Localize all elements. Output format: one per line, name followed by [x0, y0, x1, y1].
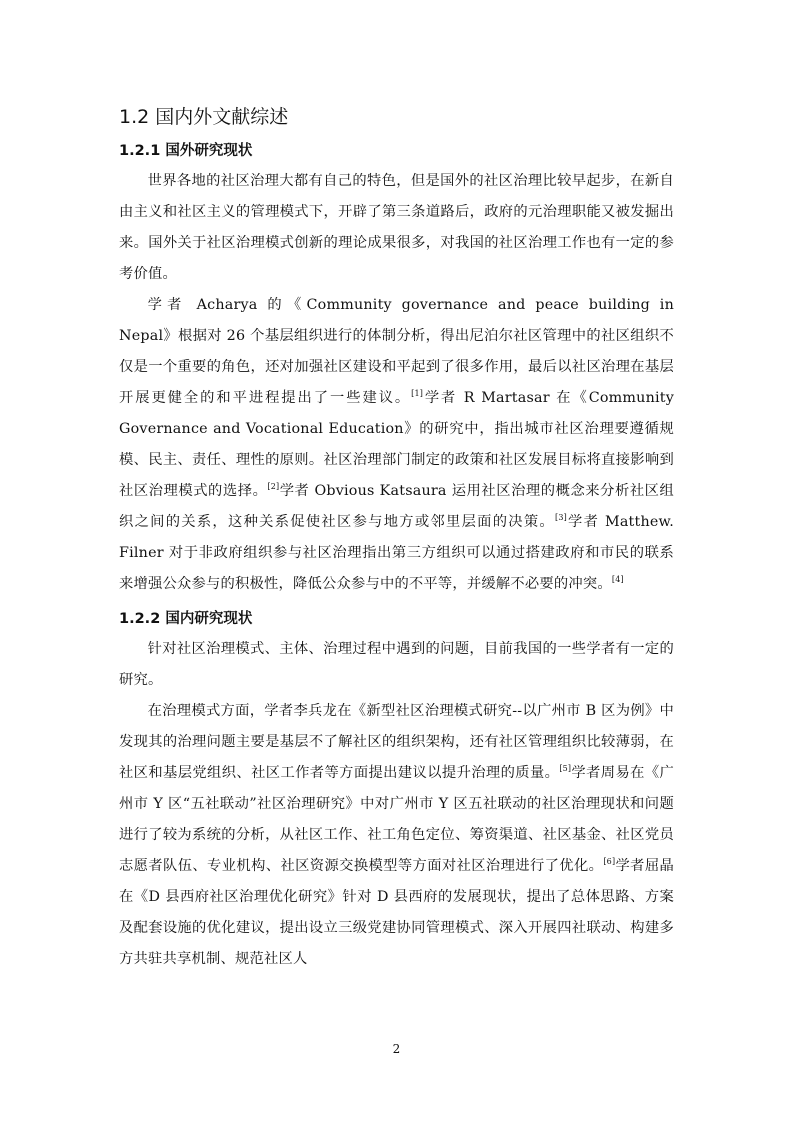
sentence: 学者 Matthew. Filner 对于非政府组织参与社区治理指出第三方组织可以通过搭建政府和市民的联系来增强公众参与的积极性，降低公众参与中的不平等，并缓解不必要的冲突。 [119, 514, 674, 592]
sentence: 学者 Obvious Katsaura 运用社区治理的概念来分析社区组织之间的关系，这种关系促使社区参与地方或邻里层面的决策。 [119, 483, 674, 530]
citation-ref: [6] [603, 857, 616, 866]
paragraph: 针对社区治理模式、主体、治理过程中遇到的问题，目前我国的一些学者有一定的研究。 [119, 641, 674, 688]
sentence: 学者 R Martasar 在《Community Governance and Vocational Education》的研究中，指出城市社区治理要遵循规模、民主、责任、理性的原则。社区治理部门制定的政策和社区发展目标将直接影响到社区治理模式的选择。 [119, 390, 674, 499]
section-title: 1.2 国内外文献综述 [119, 106, 289, 128]
citation-ref: [1] [411, 389, 424, 398]
citation-ref: [5] [559, 764, 572, 773]
sentence: 学者 Acharya 的《Community governance and peace building in Nepal》根据对 26 个基层组织进行的体制分析，得出尼泊尔社区管理中的社区组织不仅是一个重要的角色，还对加强社区建设和平起到了很多作用，最后以社区治理在基层开展更健全的和平进程提出了一些建议。 [119, 297, 674, 406]
sentence: 在治理模式方面，学者李兵龙在《新型社区治理模式研究--以广州市 B 区为例》中发现其的治理问题主要是基层不了解社区的组织架构，还有社区管理组织比较薄弱，在社区和基层党组织、社区工作者等方面提出建议以提升治理的质量。 [119, 703, 674, 781]
page-number: 2 [392, 1042, 401, 1056]
citation-ref: [2] [267, 482, 280, 491]
subsection-heading-domestic: 1.2.2 国内研究现状 [119, 611, 253, 627]
sentence: 学者周易在《广州市 Y 区“五社联动”社区治理研究》中对广州市 Y 区五社联动的社区治理现状和问题进行了较为系统的分析，从社区工作、社工角色定位、筹资渠道、社区基金、社区党员志愿者队伍、专业机构、社区资源交换模型等方面对社区治理进行了优化。 [119, 765, 674, 874]
sentence: 学者屈晶在《D 县西府社区治理优化研究》针对 D 县西府的发展现状，提出了总体思路、方案及配套设施的优化建议，提出设立三级党建协同管理模式、深入开展四社联动、构建多方共驻共享机制、规范社区人 [119, 858, 674, 967]
paragraph: 世界各地的社区治理大都有自己的特色，但是国外的社区治理比较早起步，在新自由主义和社区主义的管理模式下，开辟了第三条道路后，政府的元治理职能又被发掘出来。国外关于社区治理模式创新的理论成果很多，对我国的社区治理工作也有一定的参考价值。 [119, 173, 674, 282]
subsection-heading-foreign: 1.2.1 国外研究现状 [119, 143, 253, 159]
paragraph [119, 290, 674, 600]
page-content [119, 104, 674, 975]
citation-ref: [3] [555, 513, 567, 522]
paragraph [119, 696, 674, 975]
citation-ref: [4] [611, 575, 624, 584]
